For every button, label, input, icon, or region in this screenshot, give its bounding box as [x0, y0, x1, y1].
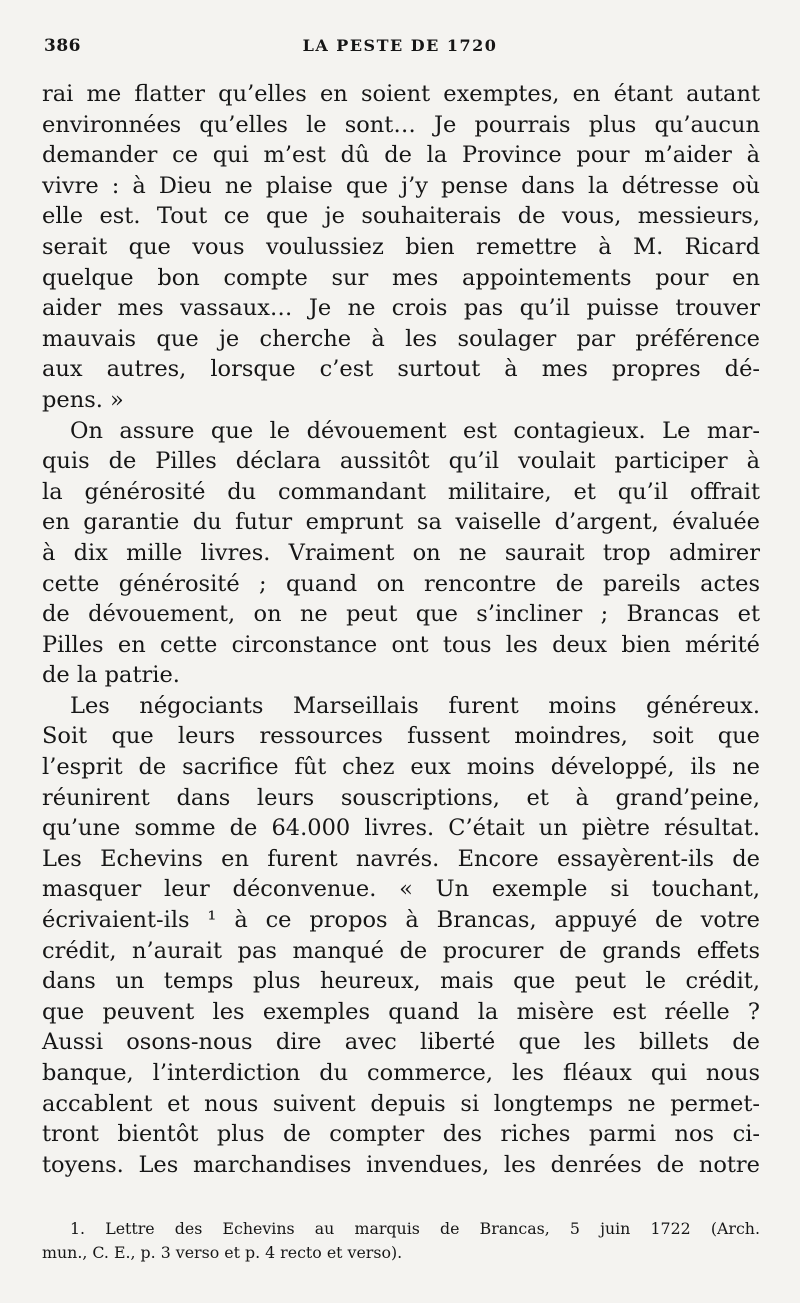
text-line: de la patrie.	[42, 662, 180, 689]
text-line: l’esprit de sacrifice fût chez eux moins développé, ils ne	[42, 754, 760, 781]
text-line: Pilles en cette circonstance ont tous les deux bien mérité	[42, 631, 760, 658]
text-line: aider mes vassaux… Je ne crois pas qu’il puisse trouver	[42, 295, 760, 322]
text-line: banque, l’interdiction du commerce, les fléaux qui nous	[42, 1060, 760, 1086]
text-line: pens. »	[42, 386, 124, 413]
text-line: cette générosité ; quand on rencontre de pareils actes	[42, 570, 760, 597]
text-line: masquer leur déconvenue. « Un exemple si touchant,	[42, 876, 760, 903]
text-line: réunirent dans leurs souscriptions, et à grand’peine,	[42, 784, 760, 811]
text-line: vivre : à Dieu ne plaise que j’y pense dans la détresse où	[42, 172, 760, 199]
text-line: crédit, n’aurait pas manqué de procurer de grands effets	[42, 937, 760, 964]
text-line: la générosité du commandant militaire, et qu’il offrait	[42, 478, 760, 505]
running-title: LA PESTE DE 1720	[302, 36, 498, 55]
page-number: 386	[44, 36, 81, 56]
footnote-line: 1. Lettre des Echevins au marquis de Brancas, 5 juin 1722 (Arch.	[70, 1219, 760, 1238]
text-line: toyens. Les marchandises invendues, les denrées de notre	[42, 1151, 760, 1178]
page-header	[44, 36, 756, 62]
text-line: rai me flatter qu’elles en soient exemptes, en étant autant	[42, 81, 760, 107]
text-line: Les négociants Marseillais furent moins généreux.	[70, 692, 760, 719]
text-line: accablent et nous suivent depuis si longtemps ne permet-	[42, 1090, 760, 1117]
text-line: qu’une somme de 64.000 livres. C’était un piètre résultat.	[42, 815, 760, 842]
text-line: en garantie du futur emprunt sa vaiselle d’argent, évaluée	[42, 509, 760, 536]
text-line: à dix mille livres. Vraiment on ne saurait trop admirer	[42, 539, 760, 566]
footnotes	[42, 1217, 760, 1265]
text-line: quelque bon compte sur mes appointements pour en	[42, 264, 760, 291]
text-line: On assure que le dévouement est contagieux. Le mar-	[70, 417, 760, 444]
text-line: écrivaient-ils ¹ à ce propos à Brancas, appuyé de votre	[42, 907, 760, 934]
footnote-line: mun., C. E., p. 3 verso et p. 4 recto et verso).	[42, 1243, 403, 1262]
text-line: dans un temps plus heureux, mais que peut le crédit,	[42, 968, 760, 995]
text-line: quis de Pilles déclara aussitôt qu’il voulait participer à	[42, 448, 760, 475]
text-line: demander ce qui m’est dû de la Province pour m’aider à	[42, 142, 760, 169]
text-line: serait que vous voulussiez bien remettre à M. Ricard	[42, 233, 760, 260]
text-line: de dévouement, on ne peut que s’incliner ; Brancas et	[42, 601, 760, 628]
text-line: mauvais que je cherche à les soulager par préférence	[42, 325, 760, 352]
text-line: aux autres, lorsque c’est surtout à mes propres dé-	[42, 356, 760, 383]
text-line: que peuvent les exemples quand la misère est réelle ?	[42, 998, 760, 1025]
text-line: elle est. Tout ce que je souhaiterais de vous, messieurs,	[42, 203, 760, 230]
text-line: environnées qu’elles le sont… Je pourrais plus qu’aucun	[42, 111, 760, 138]
body-text	[42, 79, 760, 1180]
text-line: Soit que leurs ressources fussent moindres, soit que	[42, 723, 760, 750]
text-line: Aussi osons-nous dire avec liberté que les billets de	[42, 1029, 760, 1056]
text-line: Les Echevins en furent navrés. Encore essayèrent-ils de	[42, 845, 760, 872]
text-line: tront bientôt plus de compter des riches parmi nos ci-	[42, 1121, 760, 1148]
